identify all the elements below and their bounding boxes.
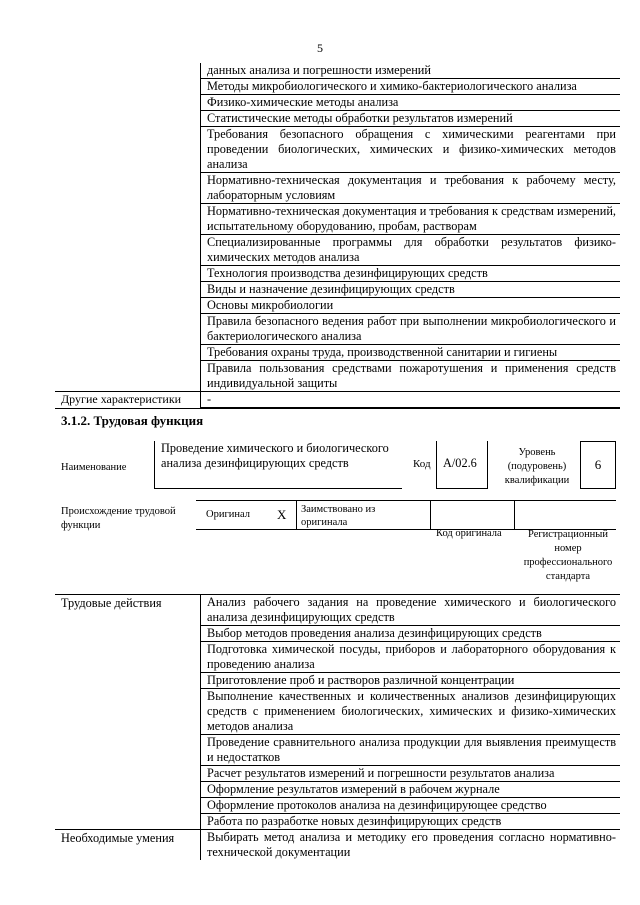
- skill-item: Выбирать метод анализа и методику его проведения согласно нормативно-технической документации: [207, 830, 616, 859]
- registration-number-label: Регистрационный номер профессионального стандарта: [523, 529, 613, 582]
- borrowed-label: Заимствовано из оригинала: [301, 504, 376, 528]
- skills-row: [55, 829, 620, 860]
- labor-action-item: Выбор методов проведения анализа дезинфицирующих средств: [201, 626, 620, 642]
- knowledge-item: Специализированные программы для обработки результатов физико-химических методов анализа: [201, 235, 620, 266]
- labor-action-item: Приготовление проб и растворов различной концентрации: [201, 673, 620, 689]
- labor-actions-label: Трудовые действия: [61, 596, 162, 610]
- origin-divider: [514, 500, 515, 530]
- other-characteristics-row: [55, 392, 620, 409]
- skills-label: Необходимые умения: [61, 831, 175, 845]
- section-title: 3.1.2. Трудовая функция: [61, 413, 204, 428]
- name-label: Наименование: [61, 462, 127, 473]
- other-characteristics-cell: [200, 392, 620, 409]
- knowledge-item: Виды и назначение дезинфицирующих средств: [201, 282, 620, 298]
- other-characteristics-label: Другие характеристики: [55, 392, 200, 409]
- knowledge-item: Требования охраны труда, производственной санитарии и гигиены: [201, 345, 620, 361]
- knowledge-item: Технология производства дезинфицирующих средств: [201, 266, 620, 282]
- origin-divider: [296, 500, 297, 530]
- labor-action-item: Анализ рабочего задания на проведение химического и биологического анализа дезинфицирующих средств: [201, 595, 620, 626]
- page-number: 5: [317, 41, 323, 55]
- knowledge-label-cell: [55, 63, 200, 392]
- knowledge-item: Основы микробиологии: [201, 298, 620, 314]
- level-value: 6: [580, 441, 616, 489]
- labor-action-item: Оформление результатов измерений в рабочем журнале: [201, 782, 620, 798]
- labor-action-item: Оформление протоколов анализа на дезинфицирующее средство: [201, 798, 620, 814]
- knowledge-item: Нормативно-техническая документация и требования к рабочему месту, лабораторным условиям: [201, 173, 620, 204]
- other-characteristics-value: -: [201, 392, 620, 408]
- origin-label: Происхождение трудовой функции: [61, 506, 176, 531]
- labor-action-item: Расчет результатов измерений и погрешности результатов анализа: [201, 766, 620, 782]
- skills-items: [200, 830, 620, 860]
- labor-actions-items: [200, 595, 620, 829]
- knowledge-item: Методы микробиологического и химико-бактериологического анализа: [201, 79, 620, 95]
- knowledge-item: Правила безопасного ведения работ при выполнении микробиологического и бактериологического анализа: [201, 314, 620, 345]
- labor-action-item: Работа по разработке новых дезинфицирующих средств: [207, 814, 502, 828]
- knowledge-item: Статистические методы обработки результатов измерений: [201, 111, 620, 127]
- origin-box: [196, 500, 616, 530]
- knowledge-item: данных анализа и погрешности измерений: [201, 63, 620, 79]
- function-code: А/02.6: [436, 441, 488, 489]
- labor-actions-row: [55, 594, 620, 829]
- labor-action-item: Проведение сравнительного анализа продукции для выявления преимуществ и недостатков: [201, 735, 620, 766]
- knowledge-item: Нормативно-техническая документация и требования к средствам измерений, испытательному оборудованию, пробам, растворам: [201, 204, 620, 235]
- knowledge-item: Требования безопасного обращения с химическими реагентами при проведении биологических, химических и физико-химических методов анализа: [201, 127, 620, 173]
- code-label: Код: [413, 458, 431, 470]
- level-label: Уровень (подуровень) квалификации: [504, 447, 570, 486]
- original-label: Оригинал: [206, 509, 250, 520]
- function-name: Проведение химического и биологического анализа дезинфицирующих средств: [154, 441, 402, 489]
- labor-actions-table: [55, 594, 620, 860]
- original-code-label: Код оригинала: [436, 528, 502, 539]
- origin-divider: [430, 500, 431, 530]
- labor-action-item: Выполнение качественных и количественных анализов дезинфицирующих средств с применением биологических, химических и физико-химических методов анализа: [201, 689, 620, 735]
- knowledge-table: [55, 63, 620, 409]
- knowledge-items: [200, 63, 620, 392]
- knowledge-item: Физико-химические методы анализа: [201, 95, 620, 111]
- labor-action-item: Подготовка химической посуды, приборов и лабораторного оборудования к проведению анализа: [201, 642, 620, 673]
- knowledge-row: [55, 63, 620, 392]
- knowledge-item: Правила пользования средствами пожаротушения и применения средств индивидуальной защиты: [207, 361, 616, 390]
- original-mark: X: [277, 507, 287, 522]
